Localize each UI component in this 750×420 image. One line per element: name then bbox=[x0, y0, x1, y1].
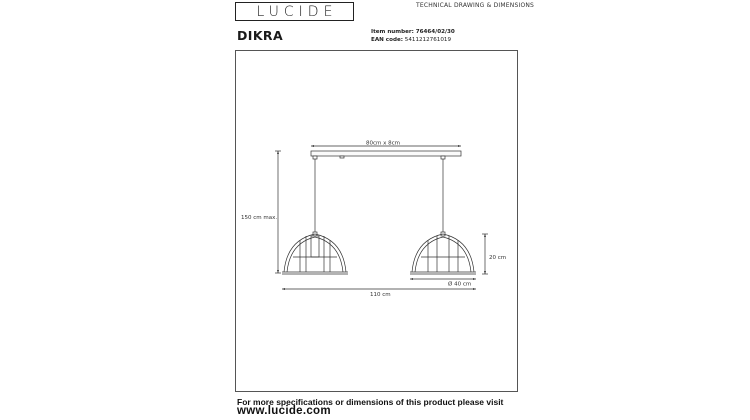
ean-value: 5411212761019 bbox=[404, 37, 452, 43]
total-width-label: 110 cm bbox=[370, 292, 391, 298]
canopy-clip-right bbox=[441, 156, 445, 159]
canopy-clip-left bbox=[313, 156, 317, 159]
footer-more-info: For more specifications or dimensions of this product please visit bbox=[237, 397, 504, 407]
ean-label: EAN code: bbox=[371, 37, 403, 43]
section-title: TECHNICAL DRAWING & DIMENSIONS bbox=[416, 2, 535, 9]
canopy-bar bbox=[311, 151, 461, 156]
shade-diameter-label: Ø 40 cm bbox=[448, 281, 472, 288]
canopy-clip-center bbox=[340, 156, 344, 158]
product-name: DIKRA bbox=[237, 28, 284, 43]
brand-logo-text: LUCIDE bbox=[256, 3, 338, 20]
canopy-dimension-label: 80cm x 8cm bbox=[366, 140, 401, 147]
footer-website-link[interactable]: www.lucide.com bbox=[237, 405, 331, 417]
shade-height-label: 20 cm bbox=[489, 255, 507, 261]
item-number-label: Item number: bbox=[371, 29, 414, 35]
shade-right bbox=[410, 232, 476, 274]
shade-left bbox=[282, 232, 348, 274]
item-number-value: 76464/02/30 bbox=[415, 29, 455, 35]
height-dimension-label: 150 cm max. bbox=[241, 215, 278, 221]
